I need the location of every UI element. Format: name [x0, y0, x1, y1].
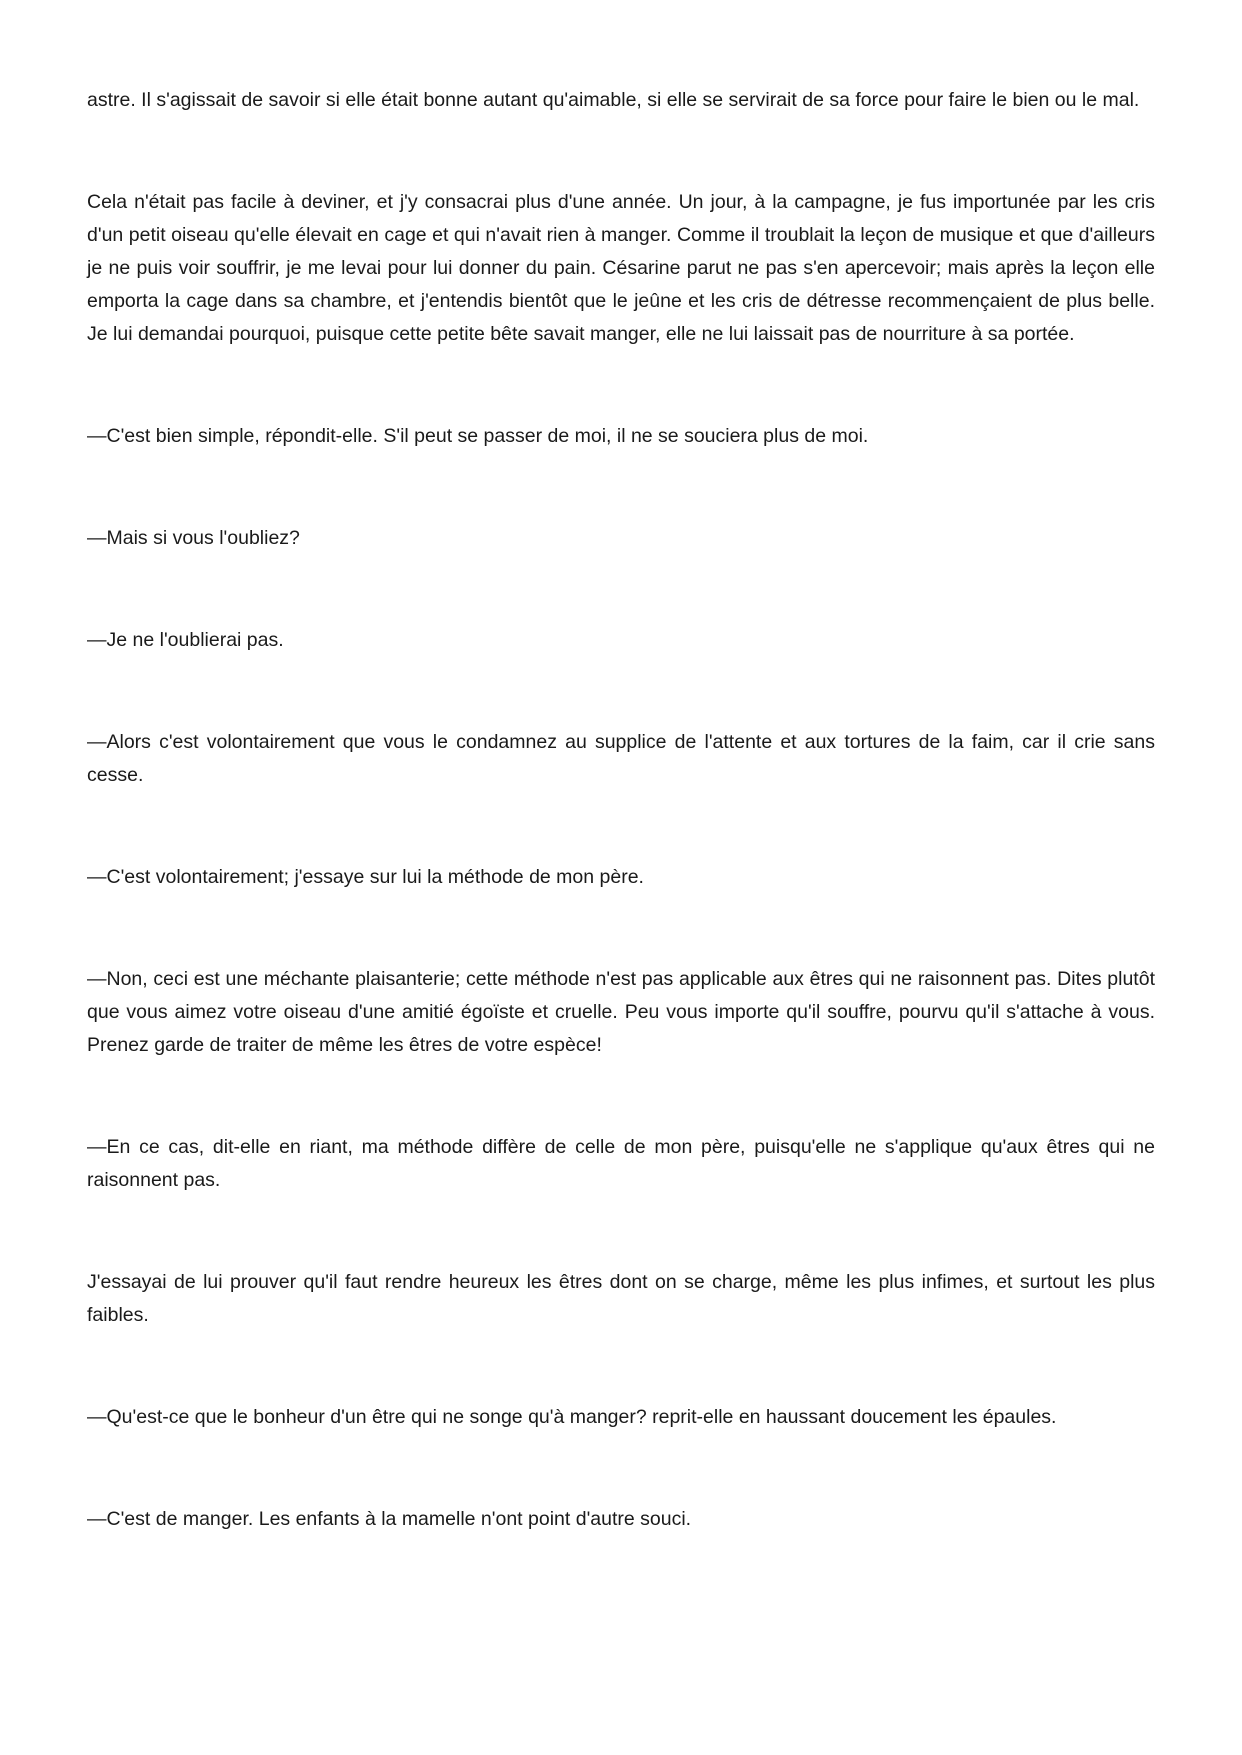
paragraph-3: —C'est bien simple, répondit-elle. S'il peut se passer de moi, il ne se souciera plus de moi. — [87, 425, 869, 447]
paragraph-7: —C'est volontairement; j'essaye sur lui la méthode de mon père. — [87, 866, 644, 888]
paragraph-2: Cela n'était pas facile à deviner, et j'y consacrai plus d'une année. Un jour, à la campagne, je fus importunée par les cris d'un petit oiseau qu'elle élevait en cage et qui n'avait rien à manger. Comme il troublait la leçon de musique et que d'ailleurs je ne puis voir souffrir, je me levai pour lui donner du pain. Césarine parut ne pas s'en apercevoir; mais après la leçon elle emporta la cage dans sa chambre, et j'entendis bientôt que le jeûne et les cris de détresse recommençaient de plus belle. Je lui demandai pourquoi, puisque cette petite bête savait manger, elle ne lui laissait pas de nourriture à sa portée. — [87, 191, 1155, 345]
paragraph-1: astre. Il s'agissait de savoir si elle était bonne autant qu'aimable, si elle se servirait de sa force pour faire le bien ou le mal. — [87, 89, 1140, 111]
paragraph-4: —Mais si vous l'oubliez? — [87, 527, 300, 549]
document-page — [87, 84, 1155, 1536]
paragraph-11: —Qu'est-ce que le bonheur d'un être qui ne songe qu'à manger? reprit-elle en haussant doucement les épaules. — [87, 1406, 1057, 1428]
paragraph-12: —C'est de manger. Les enfants à la mamelle n'ont point d'autre souci. — [87, 1508, 692, 1530]
paragraph-6: —Alors c'est volontairement que vous le condamnez au supplice de l'attente et aux tortures de la faim, car il crie sans cesse. — [87, 731, 1155, 786]
paragraph-5: —Je ne l'oublierai pas. — [87, 629, 284, 651]
paragraph-10: J'essayai de lui prouver qu'il faut rendre heureux les êtres dont on se charge, même les plus infimes, et surtout les plus faibles. — [87, 1271, 1155, 1326]
paragraph-9: —En ce cas, dit-elle en riant, ma méthode diffère de celle de mon père, puisqu'elle ne s'applique qu'aux êtres qui ne raisonnent pas. — [87, 1136, 1155, 1191]
paragraph-8: —Non, ceci est une méchante plaisanterie; cette méthode n'est pas applicable aux êtres qui ne raisonnent pas. Dites plutôt que vous aimez votre oiseau d'une amitié égoïste et cruelle. Peu vous importe qu'il souffre, pourvu qu'il s'attache à vous. Prenez garde de traiter de même les êtres de votre espèce! — [87, 968, 1155, 1056]
